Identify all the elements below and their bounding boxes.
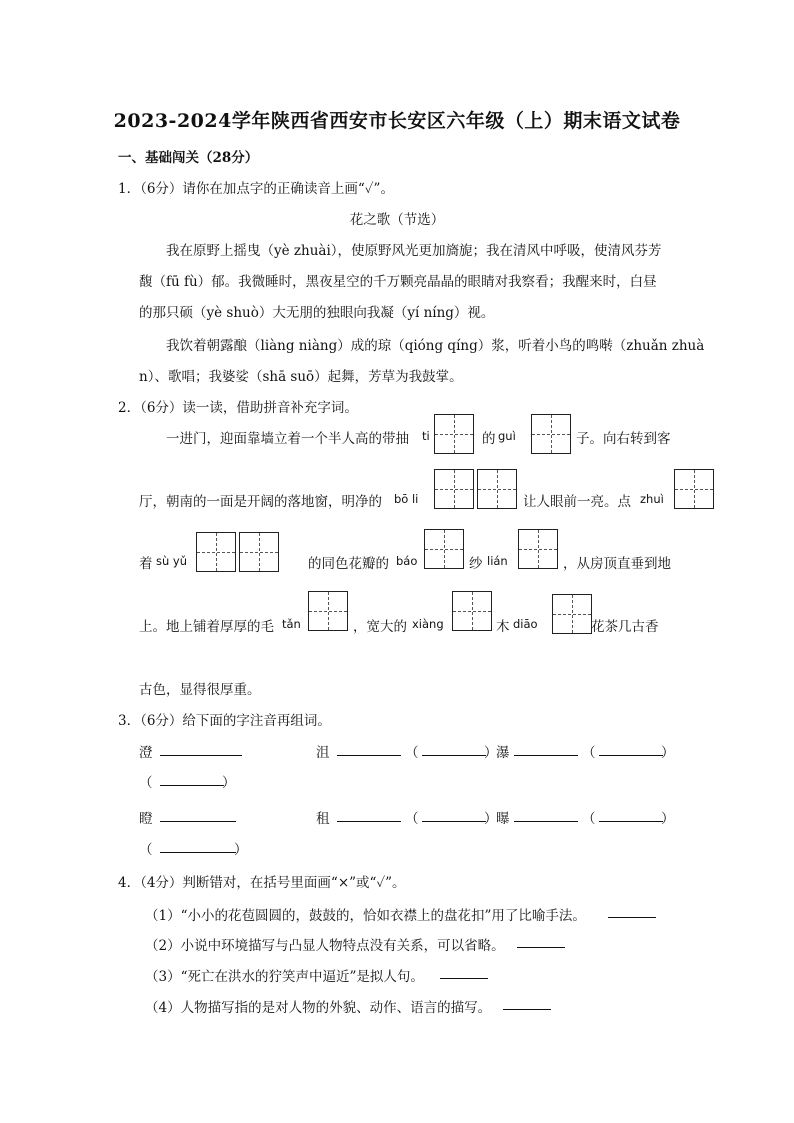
q2-text: 木 [496, 619, 510, 635]
answer-blank[interactable] [440, 966, 488, 979]
question-1-stem: 1．（6分）请你在加点字的正确读音上画“✓”。 [118, 181, 394, 197]
answer-blank[interactable] [599, 808, 663, 822]
character-box[interactable] [308, 591, 348, 631]
q2-text: 的同色花瓣的 [308, 556, 389, 572]
q2-pinyin: lián [487, 554, 508, 568]
character-box[interactable] [518, 529, 558, 569]
judgement-item: （4）人物描写指的是对人物的外貌、动作、语言的描写。 [145, 1000, 492, 1016]
answer-blank[interactable] [160, 742, 242, 756]
answer-blank[interactable] [599, 742, 663, 756]
q2-text: 让人眼前一亮。点 [523, 494, 631, 510]
paren-open: （ [405, 811, 419, 827]
q2-text: 古色，显得很厚重。 [139, 682, 261, 698]
answer-blank[interactable] [517, 935, 565, 948]
paragraph-line: 馥（fū fù）郁。我微睡时，黑夜星空的千万颗亮晶晶的眼睛对我察看；我醒来时，白昼 [139, 274, 657, 290]
poem-title: 花之歌（节选） [349, 212, 445, 228]
q2-pinyin: báo [396, 554, 418, 568]
q2-text: 上。地上铺着厚厚的毛 [139, 619, 274, 635]
q2-text: ，宽大的 [353, 619, 407, 635]
q3-char: 瞪 [139, 811, 153, 827]
q2-text: 的 [482, 431, 496, 447]
q2-text: 花茶几古香 [591, 619, 659, 635]
q2-text: 厅，朝南的一面是开阔的落地窗，明净的 [139, 494, 382, 510]
question-3-stem: 3．（6分）给下面的字注音再组词。 [118, 713, 331, 729]
answer-blank[interactable] [337, 742, 401, 756]
paragraph-line: 我饮着朝露酿（liàng niàng）成的琼（qióng qíng）浆，听着小鸟的鸣啭（zhuǎn zhuà [166, 338, 705, 354]
answer-blank[interactable] [514, 808, 578, 822]
q2-pinyin: sù yǔ [156, 554, 188, 568]
question-4-stem: 4．（4分）判断错对，在括号里面画“×”或“✓”。 [118, 875, 406, 891]
judgement-item: （2）小说中环境描写与凸显人物特点没有关系，可以省略。 [145, 938, 505, 954]
answer-blank[interactable] [160, 772, 224, 786]
paren-close: ） [661, 811, 675, 827]
q2-text: ，从房顶直垂到地 [563, 556, 671, 572]
character-box[interactable] [452, 591, 492, 631]
paragraph-line: 的那只硕（yè shuò）大无朋的独眼向我凝（yí níng）视。 [139, 305, 495, 321]
q2-text: 着 [139, 556, 153, 572]
q3-char: 瀑 [496, 745, 510, 761]
character-box[interactable] [434, 414, 474, 454]
character-box[interactable] [239, 532, 279, 572]
judgement-item: （3）“死亡在洪水的狞笑声中逼近”是拟人句。 [145, 969, 424, 985]
paren-open: （ [139, 775, 153, 791]
paragraph-line: 我在原野上摇曳（yè zhuài），使原野风光更加旖旎；我在清风中呼吸，使清风芬芳 [166, 243, 662, 259]
q2-pinyin: tǎn [282, 617, 301, 631]
q2-pinyin: ti [422, 429, 430, 443]
paren-close: ） [234, 842, 248, 858]
paren-open: （ [582, 745, 596, 761]
answer-blank[interactable] [422, 808, 486, 822]
paren-close: ） [661, 745, 675, 761]
answer-blank[interactable] [422, 742, 486, 756]
judgement-item: （1）“小小的花苞圆圆的，鼓鼓的，恰如衣襟上的盘花扣”用了比喻手法。 [145, 908, 586, 924]
q2-text: 子。向右转到客 [576, 431, 671, 447]
section-heading: 一、基础闯关（28分） [118, 150, 259, 166]
character-box[interactable] [552, 594, 592, 634]
paren-open: （ [405, 745, 419, 761]
character-box[interactable] [477, 469, 517, 509]
paren-open: （ [139, 842, 153, 858]
q2-pinyin: xiàng [412, 617, 444, 631]
character-box[interactable] [434, 469, 474, 509]
character-box[interactable] [424, 529, 464, 569]
q3-char: 曝 [496, 811, 510, 827]
paren-close: ） [222, 775, 236, 791]
q2-pinyin: zhuì [640, 492, 664, 506]
answer-blank[interactable] [503, 997, 551, 1010]
paren-close: ） [484, 745, 498, 761]
paren-open: （ [582, 811, 596, 827]
q2-pinyin: guì [498, 429, 516, 443]
character-box[interactable] [196, 532, 236, 572]
q2-text: 一进门，迎面靠墙立着一个半人高的带抽 [166, 431, 409, 447]
answer-blank[interactable] [160, 808, 236, 822]
q3-char: 沮 [316, 745, 330, 761]
question-2-stem: 2．（6分）读一读，借助拼音补充字词。 [118, 400, 358, 416]
answer-blank[interactable] [160, 839, 236, 853]
q2-pinyin: bō li [394, 492, 419, 506]
character-box[interactable] [531, 414, 571, 454]
q3-char: 澄 [139, 745, 153, 761]
character-box[interactable] [674, 469, 714, 509]
q3-char: 租 [316, 811, 330, 827]
answer-blank[interactable] [337, 808, 401, 822]
q2-text: 纱 [469, 556, 483, 572]
page-title: 2023-2024学年陕西省西安市长安区六年级（上）期末语文试卷 [113, 110, 681, 132]
answer-blank[interactable] [514, 742, 578, 756]
q2-pinyin: diāo [513, 617, 538, 631]
paragraph-line: n）、歌唱；我婆娑（shā suō）起舞，芳草为我鼓掌。 [139, 369, 463, 385]
answer-blank[interactable] [608, 905, 656, 918]
paren-close: ） [484, 811, 498, 827]
